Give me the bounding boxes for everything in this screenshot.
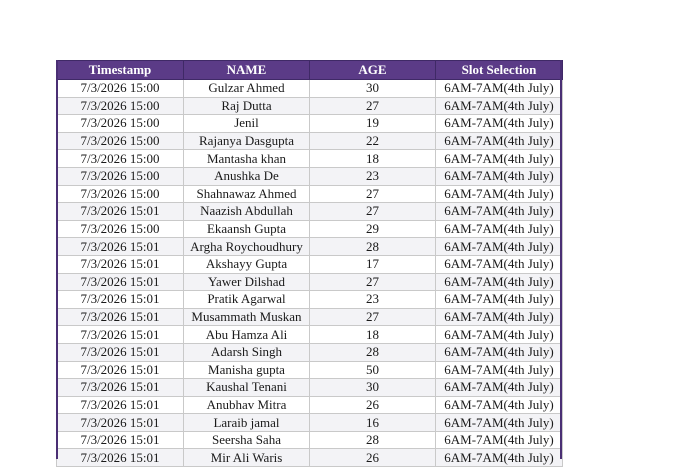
slot-selection-cell[interactable]: 6AM-7AM(4th July): [436, 449, 563, 467]
header-age[interactable]: AGE: [310, 61, 436, 80]
table-left-border: [56, 60, 58, 459]
slot-selection-cell[interactable]: 6AM-7AM(4th July): [436, 220, 563, 238]
table-row: [57, 291, 563, 309]
timestamp-cell[interactable]: 7/3/2026 15:01: [57, 203, 184, 221]
age-cell[interactable]: 18: [310, 326, 436, 344]
name-cell[interactable]: Yawer Dilshad: [184, 273, 310, 291]
age-cell[interactable]: 27: [310, 308, 436, 326]
age-cell[interactable]: 18: [310, 150, 436, 168]
timestamp-cell[interactable]: 7/3/2026 15:00: [57, 167, 184, 185]
table-row: [57, 97, 563, 115]
timestamp-cell[interactable]: 7/3/2026 15:01: [57, 379, 184, 397]
slot-selection-cell[interactable]: 6AM-7AM(4th July): [436, 97, 563, 115]
slot-selection-cell[interactable]: 6AM-7AM(4th July): [436, 150, 563, 168]
header-timestamp[interactable]: Timestamp: [57, 61, 184, 80]
spreadsheet-table-container: [56, 60, 562, 467]
age-cell[interactable]: 27: [310, 185, 436, 203]
slot-selection-cell[interactable]: 6AM-7AM(4th July): [436, 80, 563, 98]
slot-selection-cell[interactable]: 6AM-7AM(4th July): [436, 273, 563, 291]
header-name[interactable]: NAME: [184, 61, 310, 80]
name-cell[interactable]: Anushka De: [184, 167, 310, 185]
slot-selection-cell[interactable]: 6AM-7AM(4th July): [436, 291, 563, 309]
age-cell[interactable]: 27: [310, 273, 436, 291]
name-cell[interactable]: Akshayy Gupta: [184, 255, 310, 273]
timestamp-cell[interactable]: 7/3/2026 15:01: [57, 238, 184, 256]
header-row: [57, 61, 563, 80]
name-cell[interactable]: Jenil: [184, 115, 310, 133]
age-cell[interactable]: 19: [310, 115, 436, 133]
slot-selection-cell[interactable]: 6AM-7AM(4th July): [436, 238, 563, 256]
timestamp-cell[interactable]: 7/3/2026 15:00: [57, 80, 184, 98]
age-cell[interactable]: 28: [310, 343, 436, 361]
name-cell[interactable]: Musammath Muskan: [184, 308, 310, 326]
slot-selection-cell[interactable]: 6AM-7AM(4th July): [436, 361, 563, 379]
table-row: [57, 150, 563, 168]
slot-selection-cell[interactable]: 6AM-7AM(4th July): [436, 255, 563, 273]
timestamp-cell[interactable]: 7/3/2026 15:00: [57, 150, 184, 168]
timestamp-cell[interactable]: 7/3/2026 15:00: [57, 185, 184, 203]
age-cell[interactable]: 23: [310, 167, 436, 185]
slot-selection-cell[interactable]: 6AM-7AM(4th July): [436, 185, 563, 203]
age-cell[interactable]: 23: [310, 291, 436, 309]
table-row: [57, 431, 563, 449]
table-row: [57, 220, 563, 238]
table-row: [57, 308, 563, 326]
age-cell[interactable]: 22: [310, 132, 436, 150]
name-cell[interactable]: Raj Dutta: [184, 97, 310, 115]
name-cell[interactable]: Rajanya Dasgupta: [184, 132, 310, 150]
timestamp-cell[interactable]: 7/3/2026 15:01: [57, 343, 184, 361]
slot-selection-cell[interactable]: 6AM-7AM(4th July): [436, 203, 563, 221]
timestamp-cell[interactable]: 7/3/2026 15:01: [57, 326, 184, 344]
name-cell[interactable]: Adarsh Singh: [184, 343, 310, 361]
age-cell[interactable]: 17: [310, 255, 436, 273]
timestamp-cell[interactable]: 7/3/2026 15:01: [57, 449, 184, 467]
table-row: [57, 185, 563, 203]
name-cell[interactable]: Manisha gupta: [184, 361, 310, 379]
age-cell[interactable]: 50: [310, 361, 436, 379]
timestamp-cell[interactable]: 7/3/2026 15:00: [57, 132, 184, 150]
slot-selection-cell[interactable]: 6AM-7AM(4th July): [436, 326, 563, 344]
slot-selection-cell[interactable]: 6AM-7AM(4th July): [436, 414, 563, 432]
timestamp-cell[interactable]: 7/3/2026 15:01: [57, 431, 184, 449]
table-row: [57, 132, 563, 150]
timestamp-cell[interactable]: 7/3/2026 15:00: [57, 220, 184, 238]
name-cell[interactable]: Argha Roychoudhury: [184, 238, 310, 256]
name-cell[interactable]: Gulzar Ahmed: [184, 80, 310, 98]
table-right-border: [560, 60, 562, 459]
table-row: [57, 343, 563, 361]
slot-selection-cell[interactable]: 6AM-7AM(4th July): [436, 431, 563, 449]
table-row: [57, 396, 563, 414]
slot-selection-cell[interactable]: 6AM-7AM(4th July): [436, 132, 563, 150]
age-cell[interactable]: 26: [310, 449, 436, 467]
table-body: [57, 80, 563, 467]
name-cell[interactable]: Mantasha khan: [184, 150, 310, 168]
name-cell[interactable]: Seersha Saha: [184, 431, 310, 449]
slot-selection-cell[interactable]: 6AM-7AM(4th July): [436, 115, 563, 133]
name-cell[interactable]: Anubhav Mitra: [184, 396, 310, 414]
name-cell[interactable]: Pratik Agarwal: [184, 291, 310, 309]
timestamp-cell[interactable]: 7/3/2026 15:01: [57, 414, 184, 432]
table-header: [57, 61, 563, 80]
age-cell[interactable]: 28: [310, 238, 436, 256]
table-row: [57, 273, 563, 291]
name-cell[interactable]: Abu Hamza Ali: [184, 326, 310, 344]
table-row: [57, 80, 563, 98]
timestamp-cell[interactable]: 7/3/2026 15:01: [57, 255, 184, 273]
age-cell[interactable]: 27: [310, 203, 436, 221]
timestamp-cell[interactable]: 7/3/2026 15:01: [57, 291, 184, 309]
slot-selection-cell[interactable]: 6AM-7AM(4th July): [436, 308, 563, 326]
responses-table: [56, 60, 563, 467]
timestamp-cell[interactable]: 7/3/2026 15:01: [57, 396, 184, 414]
timestamp-cell[interactable]: 7/3/2026 15:00: [57, 115, 184, 133]
table-row: [57, 414, 563, 432]
table-row: [57, 361, 563, 379]
table-row: [57, 255, 563, 273]
table-row: [57, 238, 563, 256]
timestamp-cell[interactable]: 7/3/2026 15:01: [57, 361, 184, 379]
age-cell[interactable]: 27: [310, 97, 436, 115]
age-cell[interactable]: 30: [310, 80, 436, 98]
timestamp-cell[interactable]: 7/3/2026 15:01: [57, 273, 184, 291]
table-row: [57, 115, 563, 133]
slot-selection-cell[interactable]: 6AM-7AM(4th July): [436, 379, 563, 397]
age-cell[interactable]: 30: [310, 379, 436, 397]
table-row: [57, 167, 563, 185]
timestamp-cell[interactable]: 7/3/2026 15:00: [57, 97, 184, 115]
slot-selection-cell[interactable]: 6AM-7AM(4th July): [436, 396, 563, 414]
timestamp-cell[interactable]: 7/3/2026 15:01: [57, 308, 184, 326]
age-cell[interactable]: 29: [310, 220, 436, 238]
age-cell[interactable]: 28: [310, 431, 436, 449]
name-cell[interactable]: Ekaansh Gupta: [184, 220, 310, 238]
slot-selection-cell[interactable]: 6AM-7AM(4th July): [436, 167, 563, 185]
age-cell[interactable]: 26: [310, 396, 436, 414]
slot-selection-cell[interactable]: 6AM-7AM(4th July): [436, 343, 563, 361]
name-cell[interactable]: Mir Ali Waris: [184, 449, 310, 467]
table-row: [57, 449, 563, 467]
name-cell[interactable]: Naazish Abdullah: [184, 203, 310, 221]
name-cell[interactable]: Laraib jamal: [184, 414, 310, 432]
age-cell[interactable]: 16: [310, 414, 436, 432]
table-row: [57, 203, 563, 221]
name-cell[interactable]: Shahnawaz Ahmed: [184, 185, 310, 203]
header-slot-selection[interactable]: Slot Selection: [436, 61, 563, 80]
table-row: [57, 326, 563, 344]
table-row: [57, 379, 563, 397]
name-cell[interactable]: Kaushal Tenani: [184, 379, 310, 397]
